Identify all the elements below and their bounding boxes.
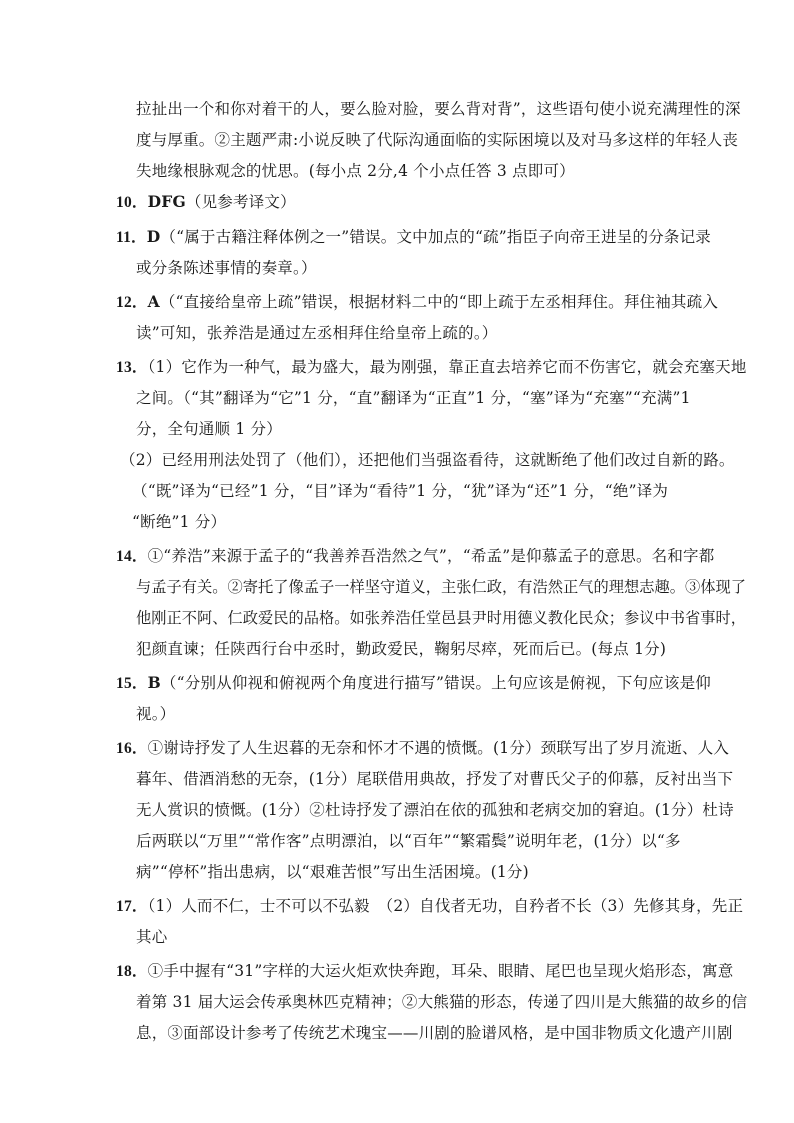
q14-line-4: 犯颜直谏；任陕西行台中丞时，勤政爱民，鞠躬尽瘁，死而后已。(每点 1分) xyxy=(136,640,667,658)
q9-line-1: 拉扯出一个和你对着干的人，要么脸对脸，要么背对背”，这些语句使小说充满理性的深 xyxy=(136,100,741,118)
q13-line-3: 分，全句通顺 1 分） xyxy=(136,420,282,438)
q16-line-3: 无人赏识的愤慨。(1分）②杜诗抒发了漂泊在依的孤独和老病交加的窘迫。(1分）杜诗 xyxy=(136,801,734,819)
q11-text: （“属于古籍注释体例之一”错误。文中加点的“疏”指臣子向帝王进呈的分条记录 xyxy=(160,228,712,246)
q11-number: 11． xyxy=(116,229,147,246)
q16-line-2: 暮年、借酒消愁的无奈，(1分）尾联借用典故，抒发了对曹氏父子的仰慕，反衬出当下 xyxy=(136,770,734,788)
q13-line-2: 之间。（“其”翻译为“它”1 分，“直”翻译为“正直”1 分，“塞”译为“充塞”“充满”1 xyxy=(136,389,691,407)
q9-line-2: 度与厚重。②主题严肃:小说反映了代际沟通面临的实际困境以及对马多这样的年轻人丧 xyxy=(136,131,739,149)
q12-number: 12． xyxy=(116,294,148,311)
q15-text: （“分别从仰视和俯视两个角度进行描写”错误。上句应该是俯视，下句应该是仰 xyxy=(160,674,711,692)
q15-line-2: 视。） xyxy=(136,705,176,723)
q11-answer: D xyxy=(146,227,161,246)
q13-number: 13． xyxy=(116,359,148,376)
q14-line-3: 他刚正不阿、仁政爱民的品格。如张养浩任堂邑县尹时用德义教化民众；参议中书省事时， xyxy=(136,609,746,627)
q15-item xyxy=(116,673,711,694)
q17-line-2: 其心 xyxy=(136,928,168,946)
q16-line-4: 后两联以“万里”“常作客”点明漂泊，以“百年”“繁霜鬓”说明年老，(1分）以“多 xyxy=(136,832,681,850)
q18-line-3: 息，③面部设计参考了传统艺术瑰宝——川剧的脸谱风格，是中国非物质文化遗产川剧 xyxy=(136,1024,733,1042)
q10-answer: DFG xyxy=(147,192,186,211)
q18-text: ①手中握有“31”字样的大运火炬欢快奔跑，耳朵、眼睛、尾巴也呈现火焰形态，寓意 xyxy=(147,962,734,980)
q12-text: （“直接给皇帝上疏”错误，根据材料二中的“即上疏于左丞相拜住。拜住袖其疏入 xyxy=(159,293,719,311)
q15-answer: B xyxy=(147,673,161,692)
q10-number: 10． xyxy=(116,194,148,211)
q18-item xyxy=(116,961,733,982)
q11-line-2: 或分条陈述事情的奏章。） xyxy=(136,259,317,277)
q12-item xyxy=(116,292,718,313)
q16-line-5: 病”“停杯”指出患病，以“艰难苦恨”写出生活困境。(1分) xyxy=(136,863,529,881)
q10-text: （见参考译文） xyxy=(185,193,296,211)
q13-line-4: （2）已经用刑法处罚了（他们），还把他们当强盗看待，这就断绝了他们改过自新的路。 xyxy=(120,451,735,469)
q13-line-5: （“既”译为“已经”1 分，“目”译为“看待”1 分，“犹”译为“还”1 分，“绝”译为 xyxy=(132,482,669,500)
q14-text: ①“养浩”来源于孟子的“我善养吾浩然之气”，“希孟”是仰慕孟子的意思。名和字都 xyxy=(147,547,715,565)
q13-item xyxy=(116,357,747,378)
q13-line-6: “断绝”1 分） xyxy=(132,513,227,531)
q18-number: 18． xyxy=(116,963,148,980)
q17-text: （1）人而不仁，士不可以不弘毅 （2）自伐者无功，自矜者不长（3）先修其身，先正 xyxy=(147,897,744,915)
q18-line-2: 着第 31 届大运会传承奥林匹克精神；②大熊猫的形态，传递了四川是大熊猫的故乡的信 xyxy=(136,993,748,1011)
q16-item xyxy=(116,738,729,759)
q16-text: ①谢诗抒发了人生迟暮的无奈和怀才不遇的愤慨。(1分）颈联写出了岁月流逝、人入 xyxy=(147,739,730,757)
q14-line-2: 与孟子有关。②寄托了像孟子一样坚守道义，主张仁政，有浩然正气的理想志趣。③体现了 xyxy=(136,578,746,596)
q14-number: 14． xyxy=(116,548,148,565)
q10-item xyxy=(116,192,296,213)
q15-number: 15． xyxy=(116,675,148,692)
q12-line-2: 读”可知，张养浩是通过左丞相拜住给皇帝上疏的。） xyxy=(136,324,498,342)
q16-number: 16． xyxy=(116,740,148,757)
q17-item xyxy=(116,896,743,917)
q13-text: （1）它作为一种气，最为盛大，最为刚强，靠正直去培养它而不伤害它，就会充塞天地 xyxy=(147,358,747,376)
q11-item xyxy=(116,227,711,248)
q17-number: 17． xyxy=(116,898,148,915)
q14-item xyxy=(116,546,714,567)
q9-line-3: 失地缘根脉观念的忧思。(每小点 2分,4 个小点任答 3 点即可） xyxy=(136,162,575,180)
q12-answer: A xyxy=(147,292,160,311)
